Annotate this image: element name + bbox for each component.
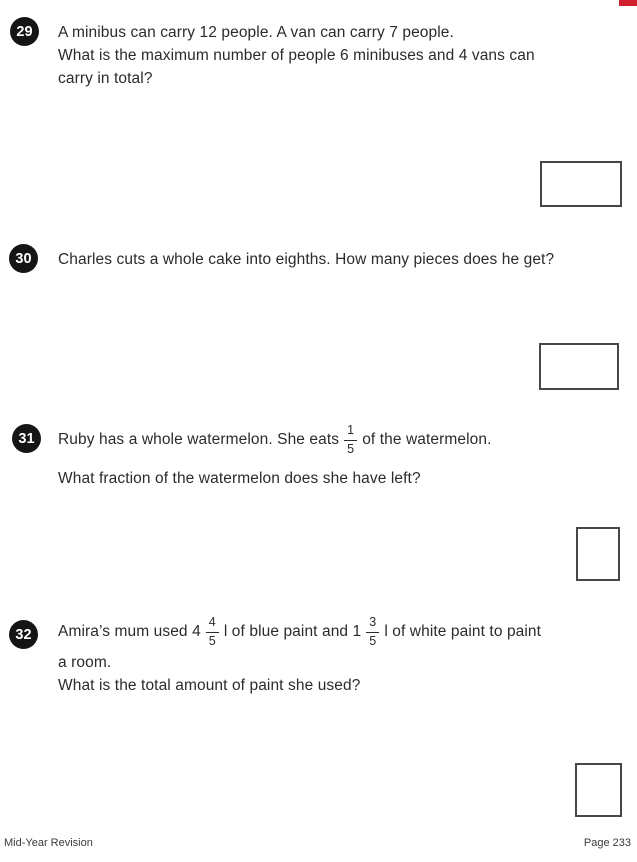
question-31-line1 xyxy=(58,420,492,460)
question-32-number: 32 xyxy=(15,626,32,643)
question-32-line3-wrap xyxy=(58,674,360,697)
question-32-line2: a room. xyxy=(58,654,112,671)
question-29-line3: carry in total? xyxy=(58,70,153,87)
answer-box-q32[interactable] xyxy=(575,763,622,817)
question-31-line1-before: Ruby has a whole watermelon. She eats xyxy=(58,431,340,448)
question-29-badge xyxy=(10,17,39,46)
fraction-three-fifths xyxy=(366,616,379,647)
footer-page-number: Page 233 xyxy=(583,837,631,849)
question-32-line3: What is the total amount of paint she used? xyxy=(58,677,361,694)
question-31-line2-wrap xyxy=(58,467,421,490)
question-31-line1-after: of the watermelon. xyxy=(362,431,492,448)
question-32-line1-mid: l of blue paint and 1 xyxy=(223,623,362,640)
fraction-numerator: 3 xyxy=(366,616,379,632)
answer-box-q31[interactable] xyxy=(576,527,620,581)
question-32-line1-after: l of white paint to paint xyxy=(384,623,542,640)
question-32-badge xyxy=(9,620,38,649)
question-32-line1 xyxy=(58,612,541,652)
question-30-text xyxy=(58,248,554,271)
fraction-denominator: 5 xyxy=(208,633,216,648)
question-29-number: 29 xyxy=(16,23,33,40)
question-29-line2: What is the maximum number of people 6 minibuses and 4 vans can xyxy=(58,47,535,64)
question-30-badge xyxy=(9,244,38,273)
question-31-badge xyxy=(12,424,41,453)
question-31-line2: What fraction of the watermelon does she have left? xyxy=(58,470,421,487)
question-31-number: 31 xyxy=(18,430,35,447)
question-29-text xyxy=(58,21,535,90)
fraction-four-fifths xyxy=(206,616,219,647)
fraction-numerator: 4 xyxy=(206,616,219,632)
fraction-numerator: 1 xyxy=(344,424,357,440)
fraction-denominator: 5 xyxy=(347,441,355,456)
fraction-one-fifth xyxy=(344,424,357,455)
question-30-number: 30 xyxy=(15,250,32,267)
footer-section-title: Mid-Year Revision xyxy=(4,837,93,849)
question-32-line2-wrap xyxy=(58,651,111,674)
answer-box-q29[interactable] xyxy=(540,161,622,207)
page-corner-red-tab xyxy=(619,0,637,6)
fraction-denominator: 5 xyxy=(369,633,377,648)
question-29-line1: A minibus can carry 12 people. A van can carry 7 people. xyxy=(58,24,454,41)
answer-box-q30[interactable] xyxy=(539,343,619,390)
question-32-line1-before: Amira’s mum used 4 xyxy=(58,623,201,640)
question-30-line1: Charles cuts a whole cake into eighths. How many pieces does he get? xyxy=(58,251,555,268)
